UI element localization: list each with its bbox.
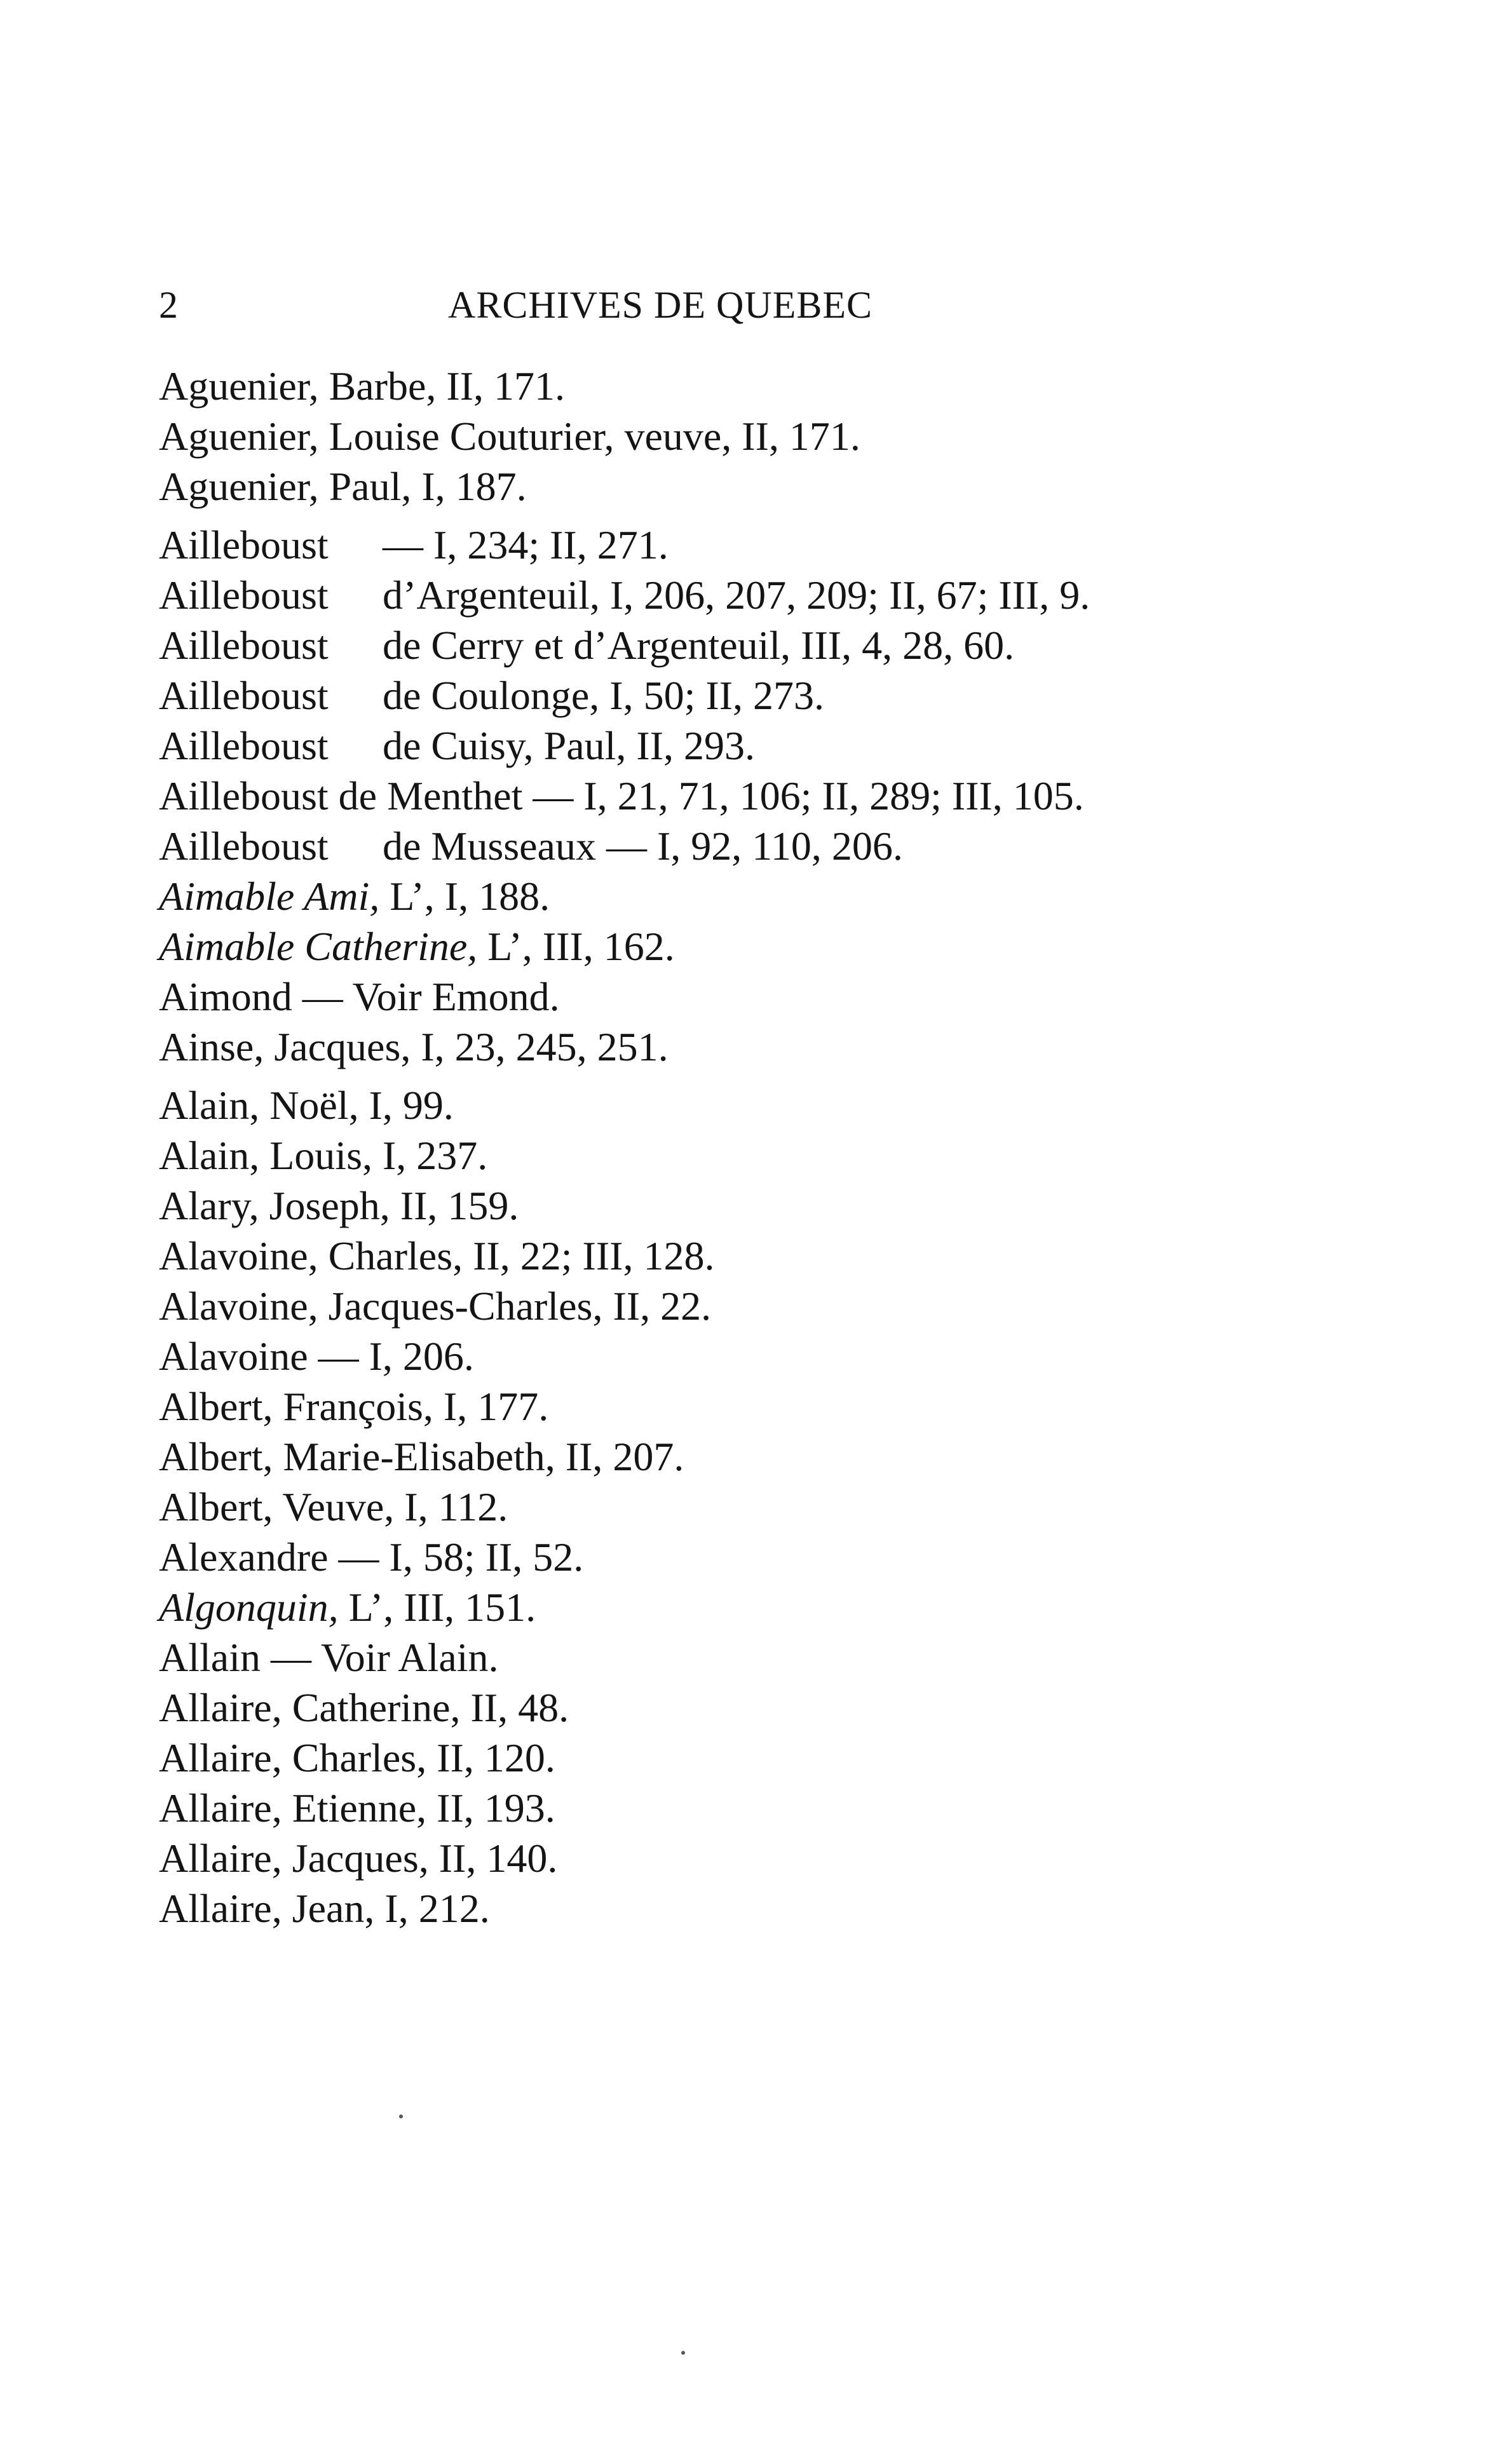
entry-detail: — Voir Emond. bbox=[302, 974, 560, 1019]
index-entry bbox=[159, 570, 1303, 620]
index-entry bbox=[159, 461, 1303, 511]
entry-detail: Louise Couturier, veuve, II, 171. bbox=[329, 414, 860, 459]
running-title: ARCHIVES DE QUEBEC bbox=[448, 284, 873, 326]
page-header bbox=[159, 280, 1004, 330]
index-entry bbox=[159, 921, 1303, 971]
entry-detail: Joseph, II, 159. bbox=[269, 1183, 519, 1228]
index-entry bbox=[159, 1331, 1303, 1381]
entry-surname: Alary, bbox=[159, 1183, 259, 1228]
index-entry bbox=[159, 1432, 1303, 1482]
entry-detail: d’Argenteuil, I, 206, 207, 209; II, 67; III, 9. bbox=[383, 572, 1090, 618]
index-entry bbox=[159, 520, 1303, 570]
entry-detail: L’, III, 162. bbox=[487, 924, 675, 969]
entry-surname: Ailleboust bbox=[159, 823, 329, 869]
index-entries bbox=[159, 361, 1303, 1933]
entry-detail: de Musseaux — I, 92, 110, 206. bbox=[383, 823, 903, 869]
paper-speck bbox=[399, 2115, 403, 2118]
entry-surname: Ailleboust bbox=[159, 522, 329, 567]
index-entry bbox=[159, 821, 1303, 871]
entry-detail: Jacques, II, 140. bbox=[292, 1836, 558, 1881]
index-entry bbox=[159, 771, 1373, 821]
entry-detail: de Cuisy, Paul, II, 293. bbox=[383, 723, 756, 768]
index-entry bbox=[159, 1281, 1303, 1331]
entry-surname: Ailleboust bbox=[159, 673, 329, 718]
entry-surname: Ailleboust bbox=[159, 572, 329, 618]
index-entry bbox=[159, 1181, 1303, 1231]
entry-surname: Allaire, bbox=[159, 1886, 282, 1931]
index-entry bbox=[159, 1682, 1303, 1733]
entry-detail: — I, 206. bbox=[318, 1334, 474, 1379]
entry-surname: Alain, bbox=[159, 1083, 260, 1128]
entry-detail: Marie-Elisabeth, II, 207. bbox=[283, 1434, 684, 1479]
entry-detail: Jean, I, 212. bbox=[292, 1886, 490, 1931]
index-entry bbox=[159, 1833, 1303, 1883]
index-entry bbox=[159, 1733, 1303, 1783]
entry-detail: L’, I, 188. bbox=[390, 874, 550, 919]
index-entry bbox=[159, 411, 1303, 461]
entry-detail: Louis, I, 237. bbox=[269, 1133, 488, 1178]
index-entry bbox=[159, 620, 1303, 670]
index-entry bbox=[159, 1632, 1303, 1682]
entry-surname: Albert, bbox=[159, 1384, 273, 1429]
paper-speck bbox=[681, 2351, 685, 2355]
entry-detail: Jacques, I, 23, 245, 251. bbox=[274, 1024, 669, 1069]
entry-detail: Charles, II, 22; III, 128. bbox=[328, 1233, 715, 1278]
index-entry bbox=[159, 971, 1303, 1022]
entry-surname: Alexandre bbox=[159, 1534, 329, 1580]
entry-surname: Ailleboust bbox=[159, 623, 329, 668]
entry-surname: Allain bbox=[159, 1635, 261, 1680]
entry-surname: Allaire, bbox=[159, 1735, 282, 1780]
entry-detail: Etienne, II, 193. bbox=[292, 1785, 555, 1831]
entry-detail: Charles, II, 120. bbox=[292, 1735, 555, 1780]
index-entry bbox=[159, 871, 1303, 921]
entry-detail: Veuve, I, 112. bbox=[282, 1484, 508, 1529]
index-entry bbox=[159, 1080, 1303, 1130]
entry-detail: — Voir Alain. bbox=[270, 1635, 499, 1680]
entry-ship-name: Aimable Catherine, bbox=[159, 924, 478, 969]
entry-surname: Ailleboust bbox=[159, 723, 329, 768]
entry-surname: Alavoine, bbox=[159, 1283, 318, 1329]
entry-surname: Aguenier, bbox=[159, 464, 319, 509]
index-entry bbox=[159, 1532, 1303, 1582]
entry-detail: L’, III, 151. bbox=[348, 1585, 536, 1630]
index-entry bbox=[159, 721, 1303, 771]
entry-detail: de Menthet — I, 21, 71, 106; II, 289; III, 105. bbox=[338, 773, 1084, 818]
entry-detail: — I, 234; II, 271. bbox=[383, 522, 669, 567]
entry-detail: — I, 58; II, 52. bbox=[338, 1534, 584, 1580]
page-number: 2 bbox=[159, 284, 178, 326]
entry-detail: Paul, I, 187. bbox=[329, 464, 527, 509]
entry-surname: Albert, bbox=[159, 1434, 273, 1479]
entry-surname: Ainse, bbox=[159, 1024, 264, 1069]
entry-surname: Aguenier, bbox=[159, 363, 319, 409]
entry-detail: de Coulonge, I, 50; II, 273. bbox=[383, 673, 824, 718]
index-entry bbox=[159, 361, 1303, 411]
index-entry bbox=[159, 670, 1303, 721]
entry-surname: Alavoine bbox=[159, 1334, 308, 1379]
entry-detail: Catherine, II, 48. bbox=[292, 1685, 569, 1730]
index-entry bbox=[159, 1582, 1303, 1632]
entry-surname: Alavoine, bbox=[159, 1233, 318, 1278]
index-entry bbox=[159, 1231, 1303, 1281]
entry-surname: Aguenier, bbox=[159, 414, 319, 459]
entry-ship-name: Algonquin, bbox=[159, 1585, 339, 1630]
entry-surname: Aimond bbox=[159, 974, 292, 1019]
entry-surname: Alain, bbox=[159, 1133, 260, 1178]
entry-detail: François, I, 177. bbox=[283, 1384, 549, 1429]
entry-surname: Albert, bbox=[159, 1484, 273, 1529]
entry-surname: Ailleboust bbox=[159, 773, 329, 818]
index-entry bbox=[159, 1130, 1303, 1181]
index-entry bbox=[159, 1883, 1303, 1933]
entry-detail: Barbe, II, 171. bbox=[329, 363, 565, 409]
index-entry bbox=[159, 1381, 1303, 1432]
entry-surname: Allaire, bbox=[159, 1785, 282, 1831]
index-entry bbox=[159, 1022, 1303, 1072]
index-entry bbox=[159, 1783, 1303, 1833]
entry-detail: Noël, I, 99. bbox=[269, 1083, 454, 1128]
entry-surname: Allaire, bbox=[159, 1685, 282, 1730]
entry-ship-name: Aimable Ami, bbox=[159, 874, 380, 919]
entry-detail: Jacques-Charles, II, 22. bbox=[328, 1283, 712, 1329]
index-entry bbox=[159, 1482, 1303, 1532]
entry-surname: Allaire, bbox=[159, 1836, 282, 1881]
entry-detail: de Cerry et d’Argenteuil, III, 4, 28, 60. bbox=[383, 623, 1015, 668]
